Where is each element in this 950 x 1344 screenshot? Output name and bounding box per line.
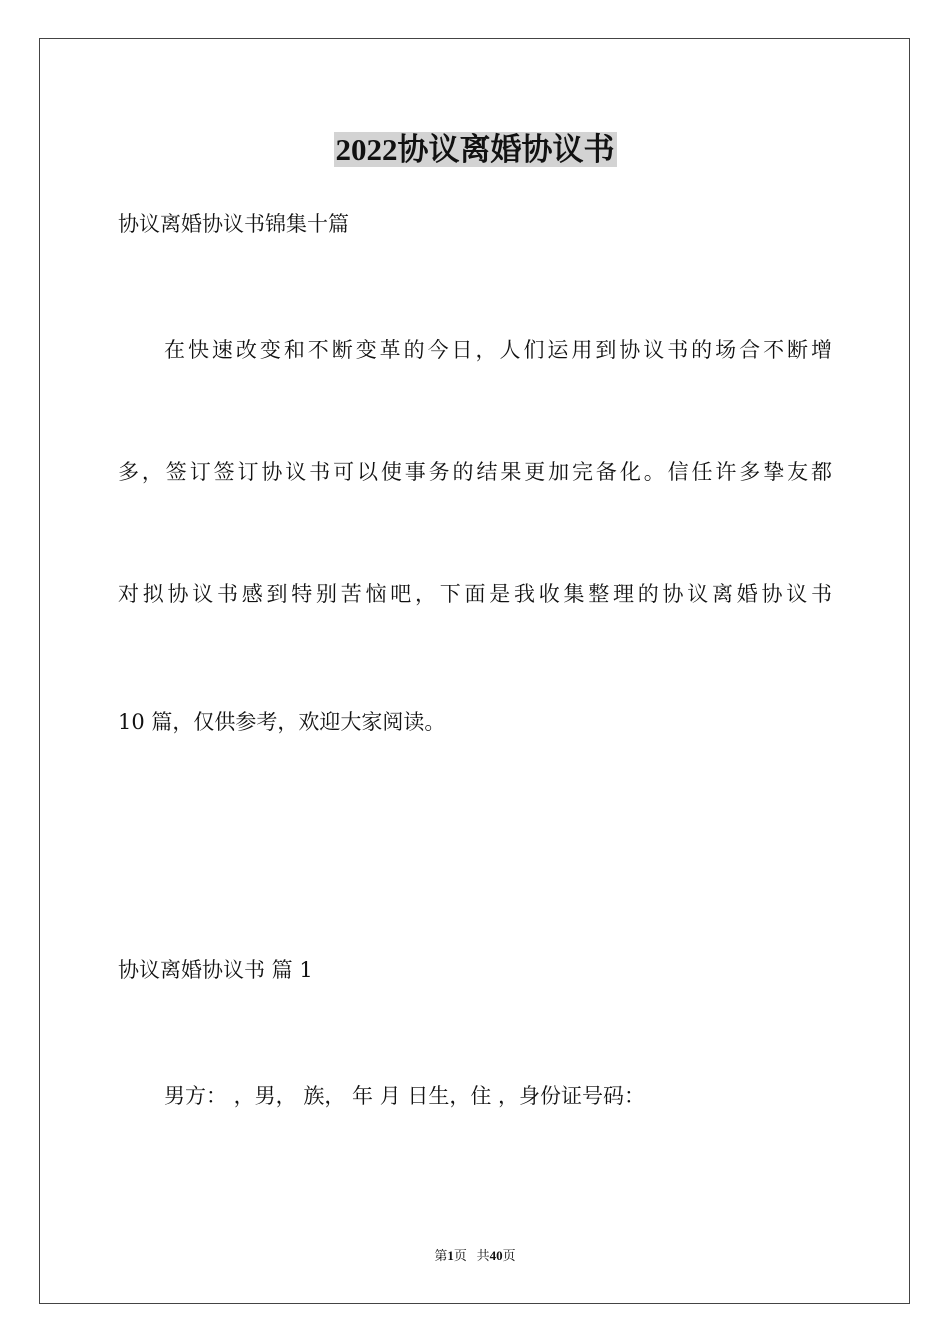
first-clause: 男方： ，男， 族， 年 月 日生，住 ，身份证号码： [164, 1084, 646, 1108]
intro-line-1: 在快速改变和不断变革的今日，人们运用到协议书的场合不断增 [164, 338, 832, 362]
intro-line-2: 多，签订签订协议书可以使事务的结果更加完备化。信任许多挚友都 [118, 460, 832, 484]
intro-line-4: 10 篇，仅供参考，欢迎大家阅读。 [118, 710, 446, 734]
page-number: 1 [447, 1248, 454, 1263]
document-title [0, 128, 950, 172]
intro-line-3: 对拟协议书感到特别苦恼吧，下面是我收集整理的协议离婚协议书 [118, 582, 832, 606]
total-prefix: 共 [476, 1248, 490, 1263]
section-heading: 协议离婚协议书 篇 1 [118, 958, 313, 982]
total-suffix: 页 [502, 1248, 516, 1263]
page-prefix: 第 [434, 1248, 448, 1263]
subtitle: 协议离婚协议书锦集十篇 [118, 212, 349, 236]
page-footer [0, 1247, 950, 1265]
total-pages: 40 [489, 1248, 503, 1263]
title-text: 2022协议离婚协议书 [335, 132, 615, 167]
page-suffix: 页 [453, 1248, 467, 1263]
